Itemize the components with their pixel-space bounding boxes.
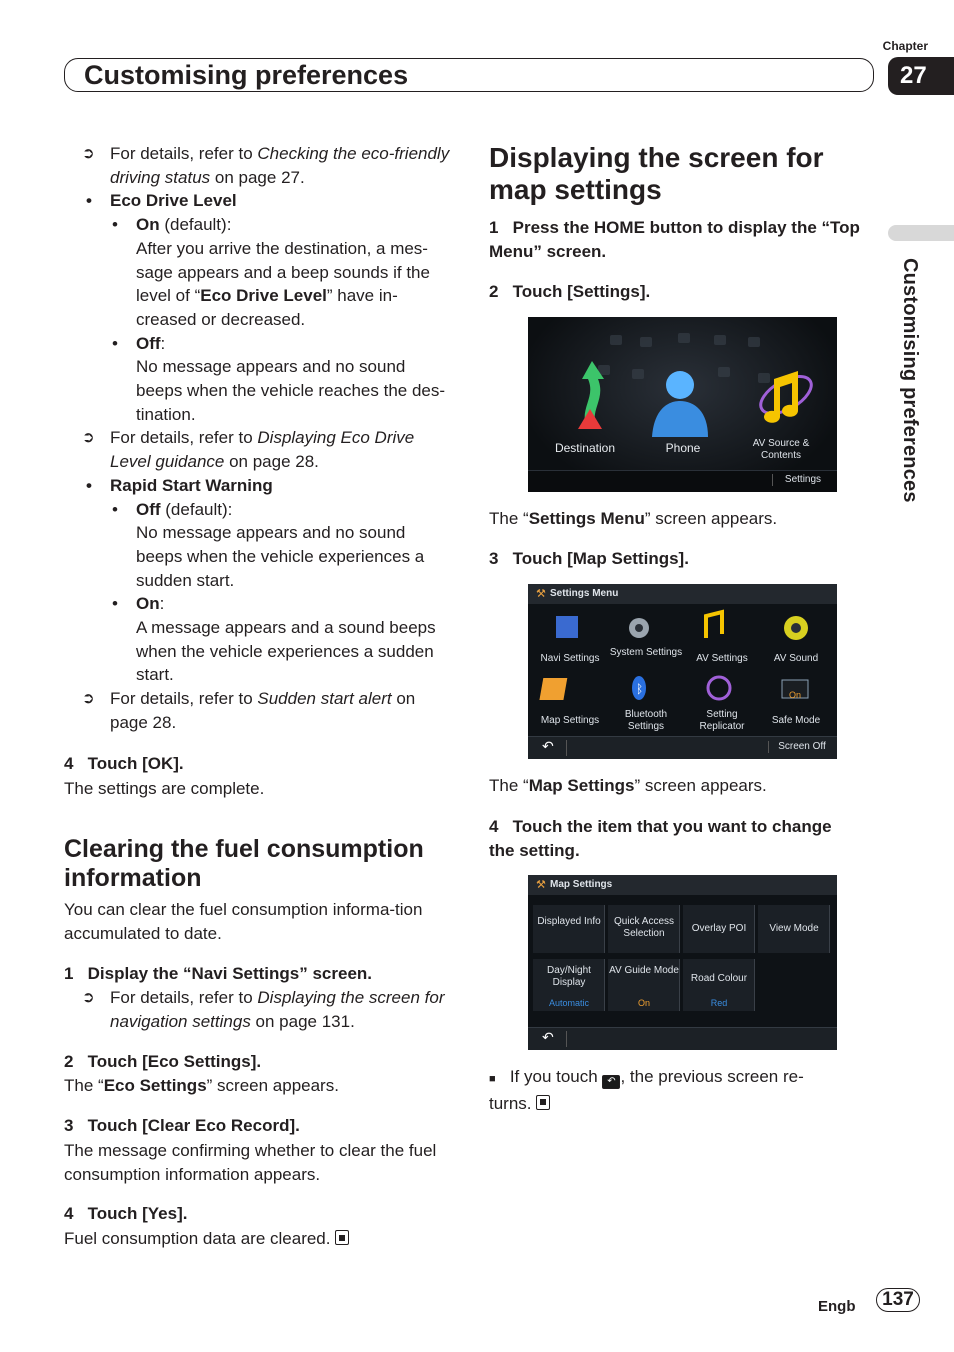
- step-heading: 4 Touch the item that you want to change the setting.: [489, 817, 832, 860]
- overlay-poi-button[interactable]: Overlay POI: [683, 905, 755, 953]
- settings-button[interactable]: Settings: [772, 474, 833, 486]
- note: ■ If you touch ↶ , the previous screen re-turns.: [489, 1067, 804, 1113]
- step-heading: 1 Press the HOME button to display the “Top Menu” screen.: [489, 218, 860, 261]
- step-heading: 3 Touch [Clear Eco Record].: [64, 1116, 300, 1135]
- settings-menu-title: Settings Menu: [550, 588, 619, 599]
- av-settings-item[interactable]: AV Settings: [696, 653, 748, 664]
- step-heading: 2 Touch [Settings].: [489, 282, 651, 301]
- page-header-title: Customising preferences: [84, 60, 409, 90]
- chapter-number: 27: [888, 57, 954, 95]
- step-description: Fuel consumption data are cleared.: [64, 1227, 456, 1251]
- left-column: [64, 142, 456, 735]
- chapter-label: Chapter: [882, 39, 928, 53]
- phone-tile-label[interactable]: Phone: [665, 441, 701, 455]
- back-icon: ↶: [602, 1075, 620, 1089]
- map-settings-bottom-bar: [528, 1027, 837, 1050]
- arrow-icon: ➲: [82, 989, 95, 1006]
- left-ref-block: [64, 986, 456, 1033]
- step-description: The “Eco Settings” screen appears.: [64, 1076, 339, 1095]
- day-night-button[interactable]: Day/Night Display Automatic: [533, 959, 605, 1011]
- reference-note: ➲ For details, refer to Displaying the screen for navigation settings on page 131.: [82, 988, 445, 1031]
- bullet-icon: •: [112, 594, 118, 614]
- reference-note: ➲ For details, refer to Sudden start alert on page 28.: [82, 689, 416, 732]
- end-mark-icon: [335, 1230, 349, 1245]
- list-item: • Eco Drive Level: [64, 189, 456, 213]
- step-description: The “Map Settings” screen appears.: [489, 776, 767, 795]
- sub-list-item: • Off (default): No message appears and no sound beeps when the vehicle experiences a sudden start.: [112, 499, 425, 590]
- arrow-icon: ➲: [82, 690, 95, 708]
- sub-list-item: • On (default): After you arrive the destination, a mes-sage appears and a beep sounds if the level of “Eco Drive Level” have in-creased or decreased.: [112, 215, 430, 329]
- reference-note: ➲ For details, refer to Checking the eco-friendly driving status on page 27.: [82, 144, 450, 187]
- view-mode-button[interactable]: View Mode: [758, 905, 830, 953]
- bullet-icon: •: [112, 215, 118, 235]
- language-label: Engb: [818, 1298, 856, 1315]
- top-menu-screenshot: [528, 317, 837, 492]
- bullet-icon: •: [86, 475, 92, 495]
- step-heading: 2 Touch [Eco Settings].: [64, 1052, 262, 1071]
- divider: [566, 1031, 567, 1047]
- section-heading: Clearing the fuel consumption information: [64, 835, 424, 892]
- map-settings-screenshot: [528, 875, 837, 1050]
- av-source-tile-label[interactable]: AV Source & Contents: [752, 438, 810, 461]
- side-tab-label: Customising preferences: [899, 258, 921, 503]
- safe-mode-badge: On: [788, 690, 801, 700]
- step-description: The settings are complete.: [64, 779, 265, 798]
- section-heading: Displaying the screen for map settings: [489, 142, 824, 205]
- arrow-icon: ➲: [82, 145, 95, 162]
- bluetooth-settings-item[interactable]: Bluetooth Settings: [624, 709, 668, 732]
- wrench-icon: ⚒: [536, 879, 546, 891]
- top-menu-graphics: [528, 317, 837, 492]
- end-mark-icon: [536, 1095, 550, 1110]
- navi-settings-item[interactable]: Navi Settings: [540, 653, 600, 664]
- step-heading: 4 Touch [Yes].: [64, 1204, 188, 1223]
- bullet-icon: •: [112, 499, 118, 519]
- safe-mode-item[interactable]: Safe Mode: [771, 715, 821, 726]
- map-settings-title: Map Settings: [550, 879, 613, 890]
- step-heading: 1 Display the “Navi Settings” screen.: [64, 964, 373, 983]
- av-guide-mode-button[interactable]: AV Guide Mode On: [608, 959, 680, 1011]
- list-item: • Rapid Start Warning: [64, 474, 456, 498]
- step-description: The “Settings Menu” screen appears.: [489, 509, 778, 528]
- wrench-icon: ⚒: [536, 588, 546, 600]
- back-icon[interactable]: ↶: [542, 738, 554, 754]
- settings-menu-screenshot: [528, 584, 837, 759]
- av-sound-item[interactable]: AV Sound: [773, 653, 819, 664]
- back-icon[interactable]: ↶: [542, 1029, 554, 1045]
- road-colour-button[interactable]: Road Colour Red: [683, 959, 755, 1011]
- setting-replicator-item[interactable]: Setting Replicator: [699, 709, 745, 732]
- svg-text:ᛒ: ᛒ: [636, 682, 644, 696]
- sub-list-item: • On: A message appears and a sound beeps when the vehicle experiences a sudden start.: [112, 594, 436, 685]
- section-intro: You can clear the fuel consumption informa-tion accumulated to date.: [64, 900, 423, 943]
- step-heading: 3 Touch [Map Settings].: [489, 549, 689, 568]
- square-bullet-icon: ■: [489, 1073, 496, 1085]
- step-heading: 4 Touch [OK].: [64, 754, 184, 773]
- map-settings-item[interactable]: Map Settings: [540, 715, 600, 726]
- bullet-icon: •: [86, 191, 92, 211]
- quick-access-button[interactable]: Quick Access Selection: [608, 905, 680, 953]
- page-number: 137: [876, 1288, 920, 1312]
- arrow-icon: ➲: [82, 429, 95, 447]
- side-tab-marker: [888, 225, 954, 241]
- displayed-info-button[interactable]: Displayed Info: [533, 905, 605, 953]
- sub-list-item: • Off: No message appears and no sound beeps when the vehicle reaches the des-tination.: [112, 333, 446, 424]
- divider: [566, 740, 567, 756]
- step-description: The message confirming whether to clear the fuel consumption information appears.: [64, 1141, 437, 1184]
- destination-tile-label[interactable]: Destination: [554, 441, 616, 455]
- system-settings-item[interactable]: System Settings: [609, 647, 683, 658]
- reference-note: ➲ For details, refer to Displaying Eco Drive Level guidance on page 28.: [82, 428, 415, 472]
- bullet-icon: •: [112, 333, 118, 353]
- screen-off-button[interactable]: Screen Off: [768, 741, 835, 753]
